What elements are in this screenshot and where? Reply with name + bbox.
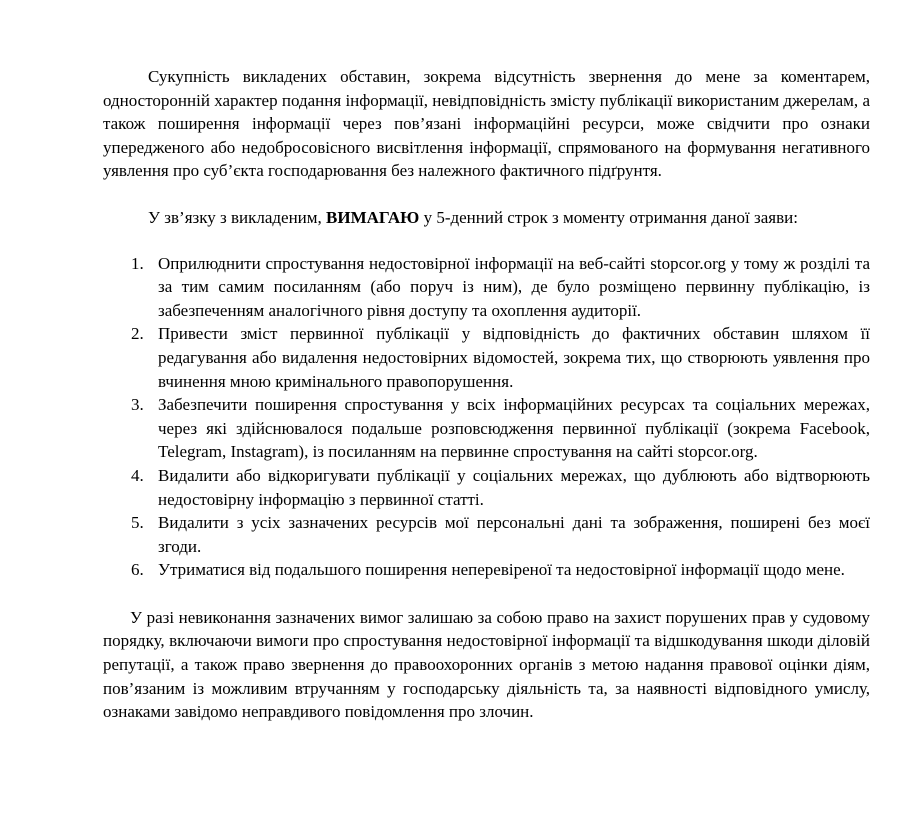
list-item-number: 5. (131, 513, 144, 533)
demand-prefix: У зв’язку з викладеним, (148, 207, 327, 227)
list-item-number: 2. (131, 324, 144, 344)
list-item-text: Забезпечити поширення спростування у всіх інформаційних ресурсах та соціальних мережах, через які здійснювалося подальше розповсюдження первинної публікації (зокрема Facebook, Telegram, Instagram), із посиланням на первинне спростування на сайті stopcor.org. (158, 395, 870, 462)
list-item (103, 322, 870, 393)
demand-keyword: ВИМАГАЮ (326, 207, 420, 227)
list-item (103, 393, 870, 464)
list-item (103, 511, 870, 558)
document-page (103, 65, 870, 724)
list-item-number: 3. (131, 395, 144, 415)
demand-paragraph (103, 206, 870, 230)
list-item-number: 1. (131, 253, 144, 273)
list-item-number: 6. (131, 560, 144, 580)
list-item-text: Утриматися від подальшого поширення неперевіреної та недостовірної інформації щодо мене. (158, 560, 845, 580)
list-item (103, 558, 870, 582)
list-item (103, 464, 870, 511)
demands-list (103, 252, 870, 582)
intro-paragraph: Сукупність викладених обставин, зокрема відсутність звернення до мене за коментарем, односторонній характер подання інформації, невідповідність змісту публікації використаним джерелам, а також поширення інформації через пов’язані інформаційні ресурси, може свідчити про ознаки упередженого або недобросовісного висвітлення інформації, спрямованого на формування негативного уявлення про суб’єкта господарювання без належного фактичного підґрунтя. (103, 67, 870, 181)
list-item-text: Оприлюднити спростування недостовірної інформації на веб-сайті stopcor.org у тому ж розділі та за тим самим посиланням (або поруч із ним), де було розміщено первинну публікацію, із забезпеченням аналогічного рівня доступу та охоплення аудиторії. (158, 253, 870, 320)
closing-paragraph: У разі невиконання зазначених вимог залишаю за собою право на захист порушених прав у судовому порядку, включаючи вимоги про спростування недостовірної інформації та відшкодування шкоди діловій репутації, а також право звернення до правоохоронних органів з метою надання правової оцінки діям, пов’язаним із можливим втручанням у господарську діяльність та, за наявності відповідного умислу, ознаками завідомо неправдивого повідомлення про злочин. (103, 607, 870, 722)
list-item-number: 4. (131, 465, 144, 485)
list-item (103, 252, 870, 323)
list-item-text: Видалити або відкоригувати публікації у соціальних мережах, що дублюють або відтворюють недостовірну інформацію з первинної статті. (158, 465, 870, 509)
list-item-text: Привести зміст первинної публікації у відповідність до фактичних обставин шляхом її редагування або видалення недостовірних відомостей, зокрема тих, що створюють уявлення про вчинення мною кримінального правопорушення. (158, 324, 870, 391)
demand-suffix: у 5-денний строк з моменту отримання даної заяви: (419, 207, 798, 227)
list-item-text: Видалити з усіх зазначених ресурсів мої персональні дані та зображення, поширені без моєї згоди. (158, 513, 870, 556)
